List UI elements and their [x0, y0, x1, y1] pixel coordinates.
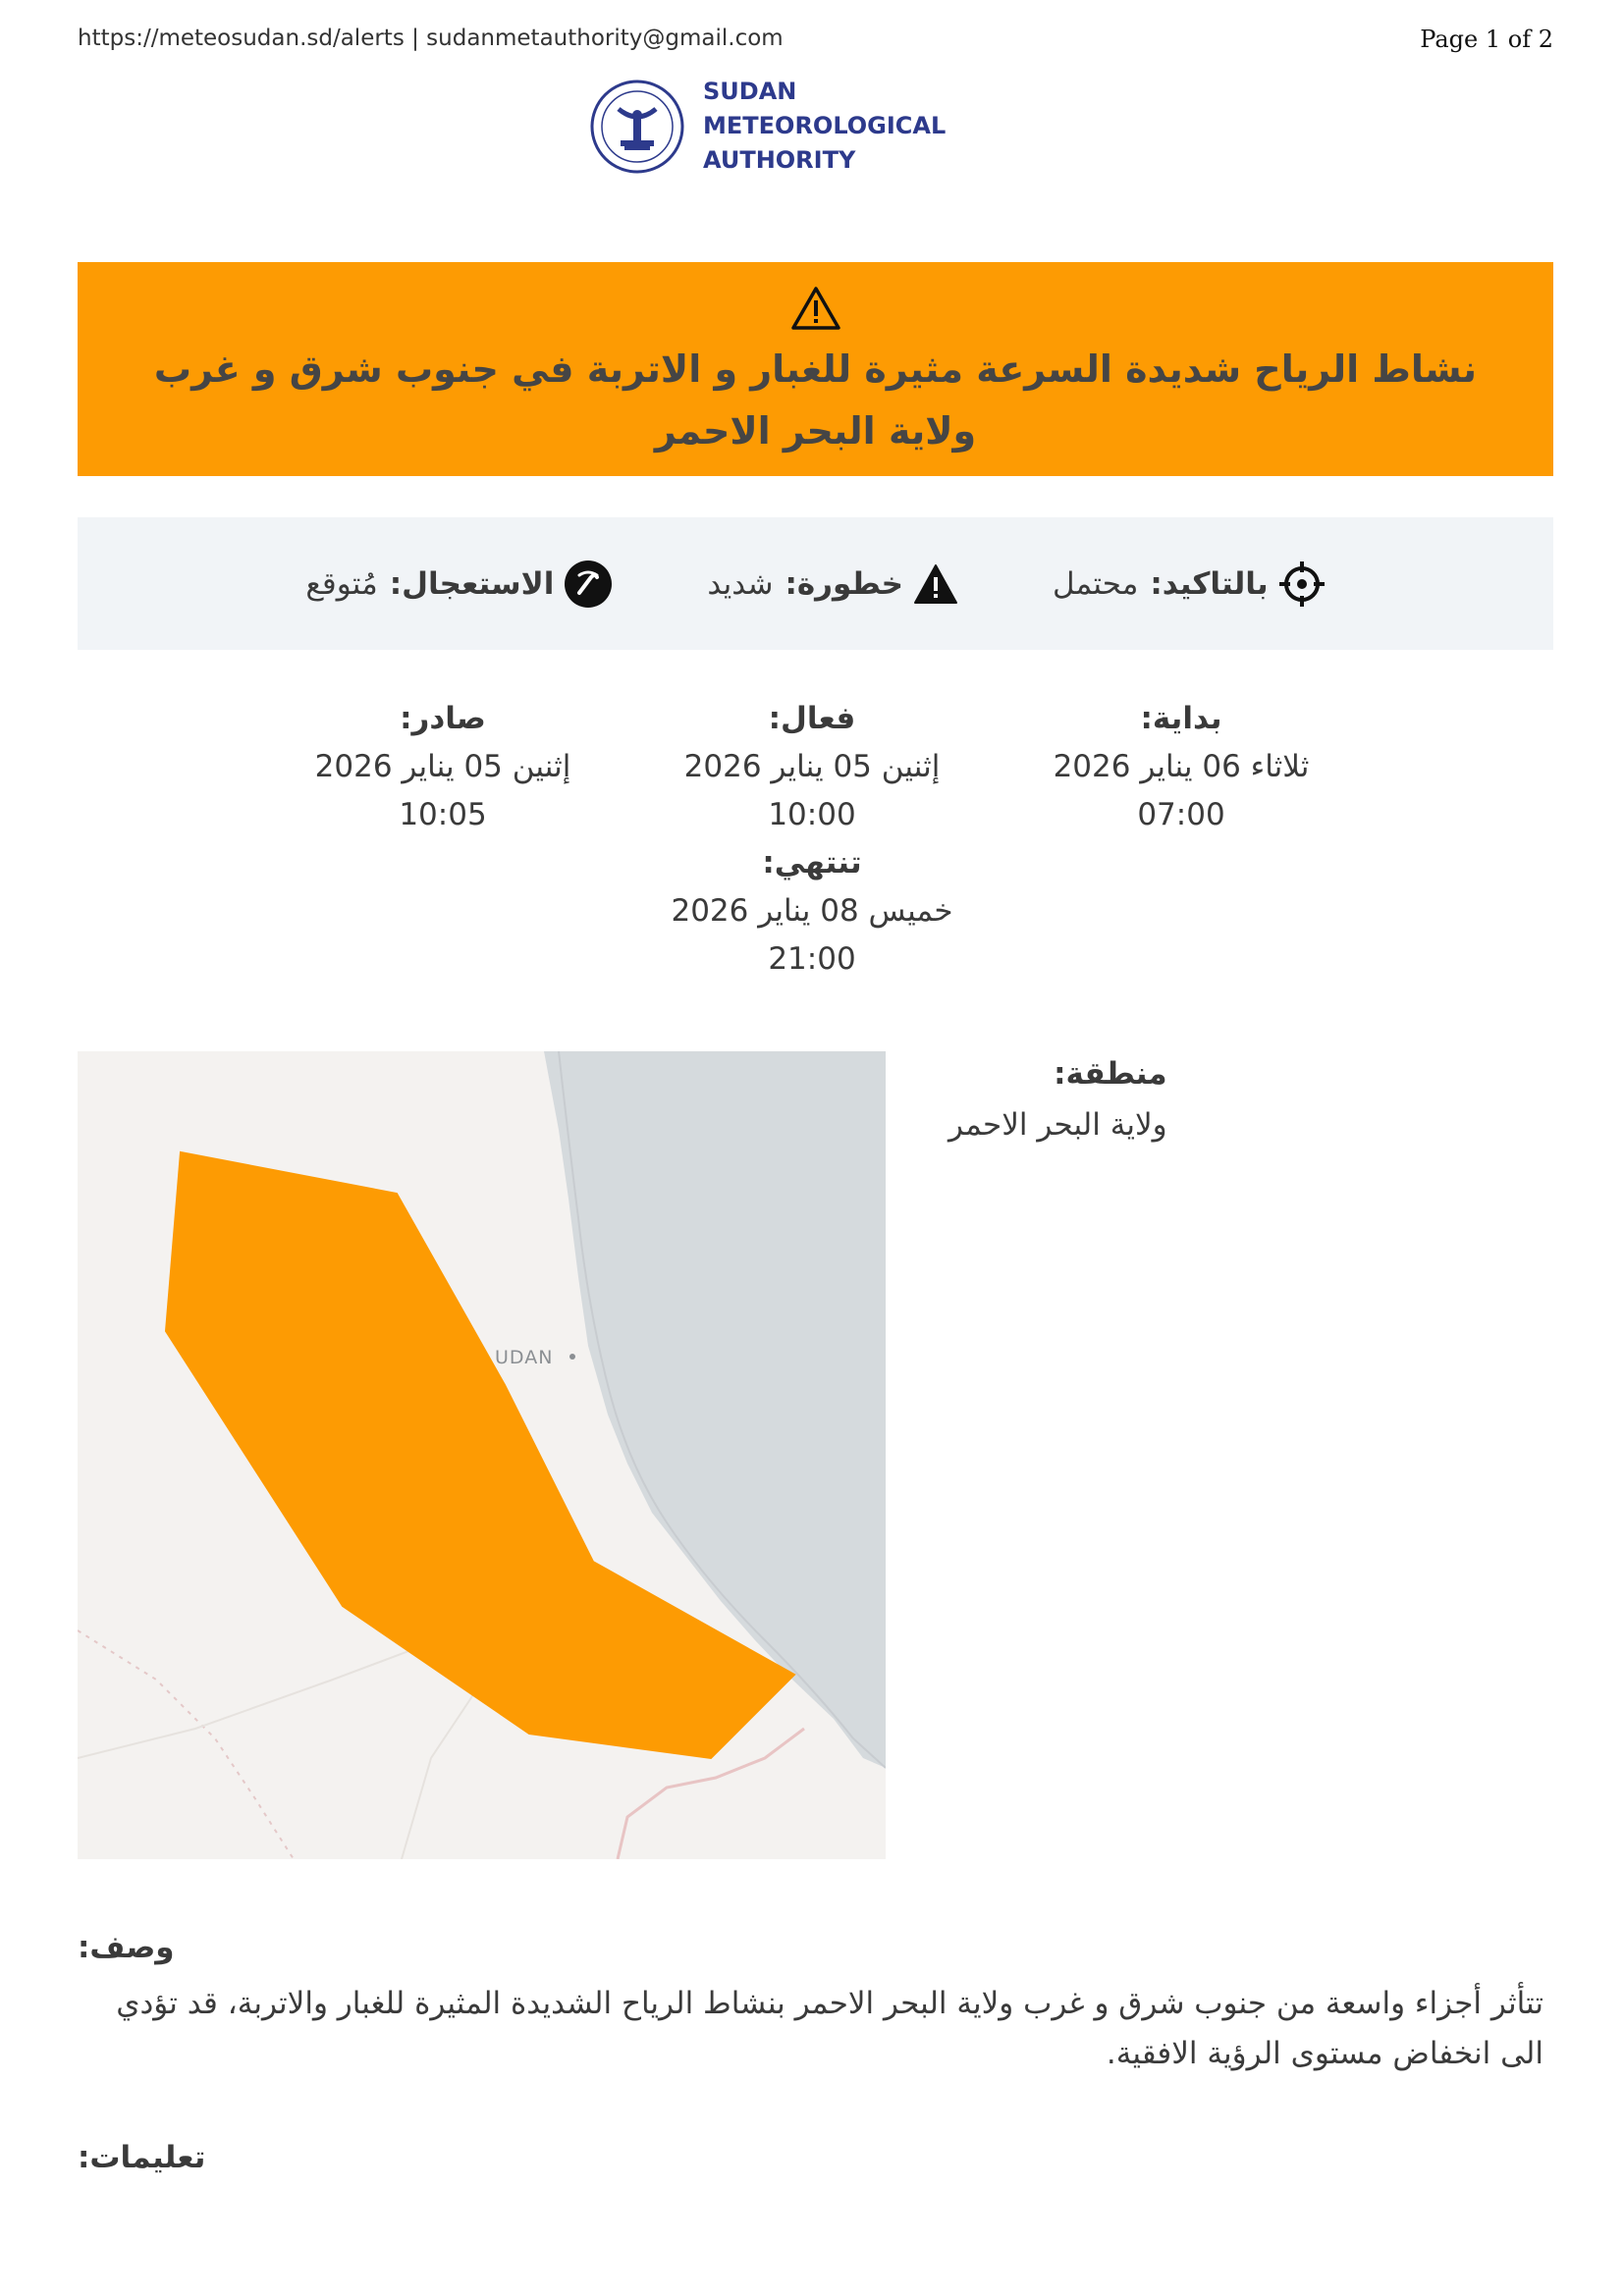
- description-label: وصف:: [78, 1930, 175, 1965]
- gauge-icon: [564, 560, 613, 609]
- map-canvas: [78, 1051, 886, 1859]
- sent-date: [258, 695, 627, 839]
- severity-label: خطورة:: [785, 565, 904, 602]
- alert-info-bar: [78, 517, 1553, 650]
- alert-area-map[interactable]: [78, 1051, 886, 1859]
- onset-time: 07:00: [1137, 797, 1225, 832]
- urgency-label: الاستعجال:: [389, 565, 555, 602]
- alert-banner: [78, 262, 1553, 476]
- urgency-item: [305, 560, 613, 609]
- onset-day: ثلاثاء 06 يناير 2026: [1053, 749, 1310, 784]
- description-text: تتأثر أجزاء واسعة من جنوب شرق و غرب ولاية البحر الاحمر بنشاط الرياح الشديدة المثيرة للغبار والاتربة، قد تؤدي الى انخفاض مستوى الرؤية الافقية.: [116, 1986, 1543, 2071]
- instructions-label: تعليمات:: [78, 2140, 206, 2175]
- expires-day: خميس 08 يناير 2026: [671, 893, 953, 929]
- expires-date: [627, 839, 997, 984]
- logo-line-3: AUTHORITY: [703, 146, 856, 174]
- area-label: منطقة:: [1054, 1056, 1167, 1092]
- map-country-label: UDAN: [495, 1347, 554, 1368]
- onset-label: بداية:: [1140, 701, 1222, 736]
- effective-date: [627, 695, 997, 839]
- alert-dates: [0, 695, 1624, 984]
- warning-filled-icon: [913, 563, 958, 605]
- logo-line-2: METEOROLOGICAL: [703, 112, 947, 139]
- sent-label: صادر:: [400, 701, 486, 736]
- area-value: ولاية البحر الاحمر: [948, 1107, 1167, 1143]
- page-number: Page 1 of 2: [1420, 26, 1553, 53]
- sma-logo: [589, 75, 946, 178]
- alert-area: [948, 1048, 1167, 1150]
- sma-emblem-icon: [589, 76, 685, 178]
- logo-line-1: SUDAN: [703, 78, 797, 105]
- crosshair-icon: [1278, 561, 1326, 608]
- certainty-label: بالتاكيد:: [1150, 565, 1269, 602]
- effective-time: 10:00: [768, 797, 856, 832]
- urgency-value: مُتوقع: [305, 565, 378, 602]
- severity-item: [707, 563, 958, 605]
- effective-day: إثنين 05 يناير 2026: [683, 749, 941, 784]
- expires-label: تنتهي:: [762, 845, 862, 881]
- certainty-item: [1053, 561, 1326, 608]
- map-city-marker: [569, 1354, 575, 1360]
- effective-label: فعال:: [768, 701, 856, 736]
- warning-icon: [790, 286, 841, 331]
- certainty-value: محتمل: [1053, 565, 1139, 602]
- severity-value: شديد: [707, 565, 774, 602]
- onset-date: [997, 695, 1366, 839]
- alert-title: نشاط الرياح شديدة السرعة مثيرة للغبار و الاتربة في جنوب شرق و غرب ولاية البحر الاحمر: [153, 347, 1478, 453]
- expires-time: 21:00: [768, 941, 856, 977]
- sent-time: 10:05: [399, 797, 487, 832]
- header-source-line: https://meteosudan.sd/alerts | sudanmetauthority@gmail.com: [78, 26, 784, 51]
- sent-day: إثنين 05 يناير 2026: [314, 749, 571, 784]
